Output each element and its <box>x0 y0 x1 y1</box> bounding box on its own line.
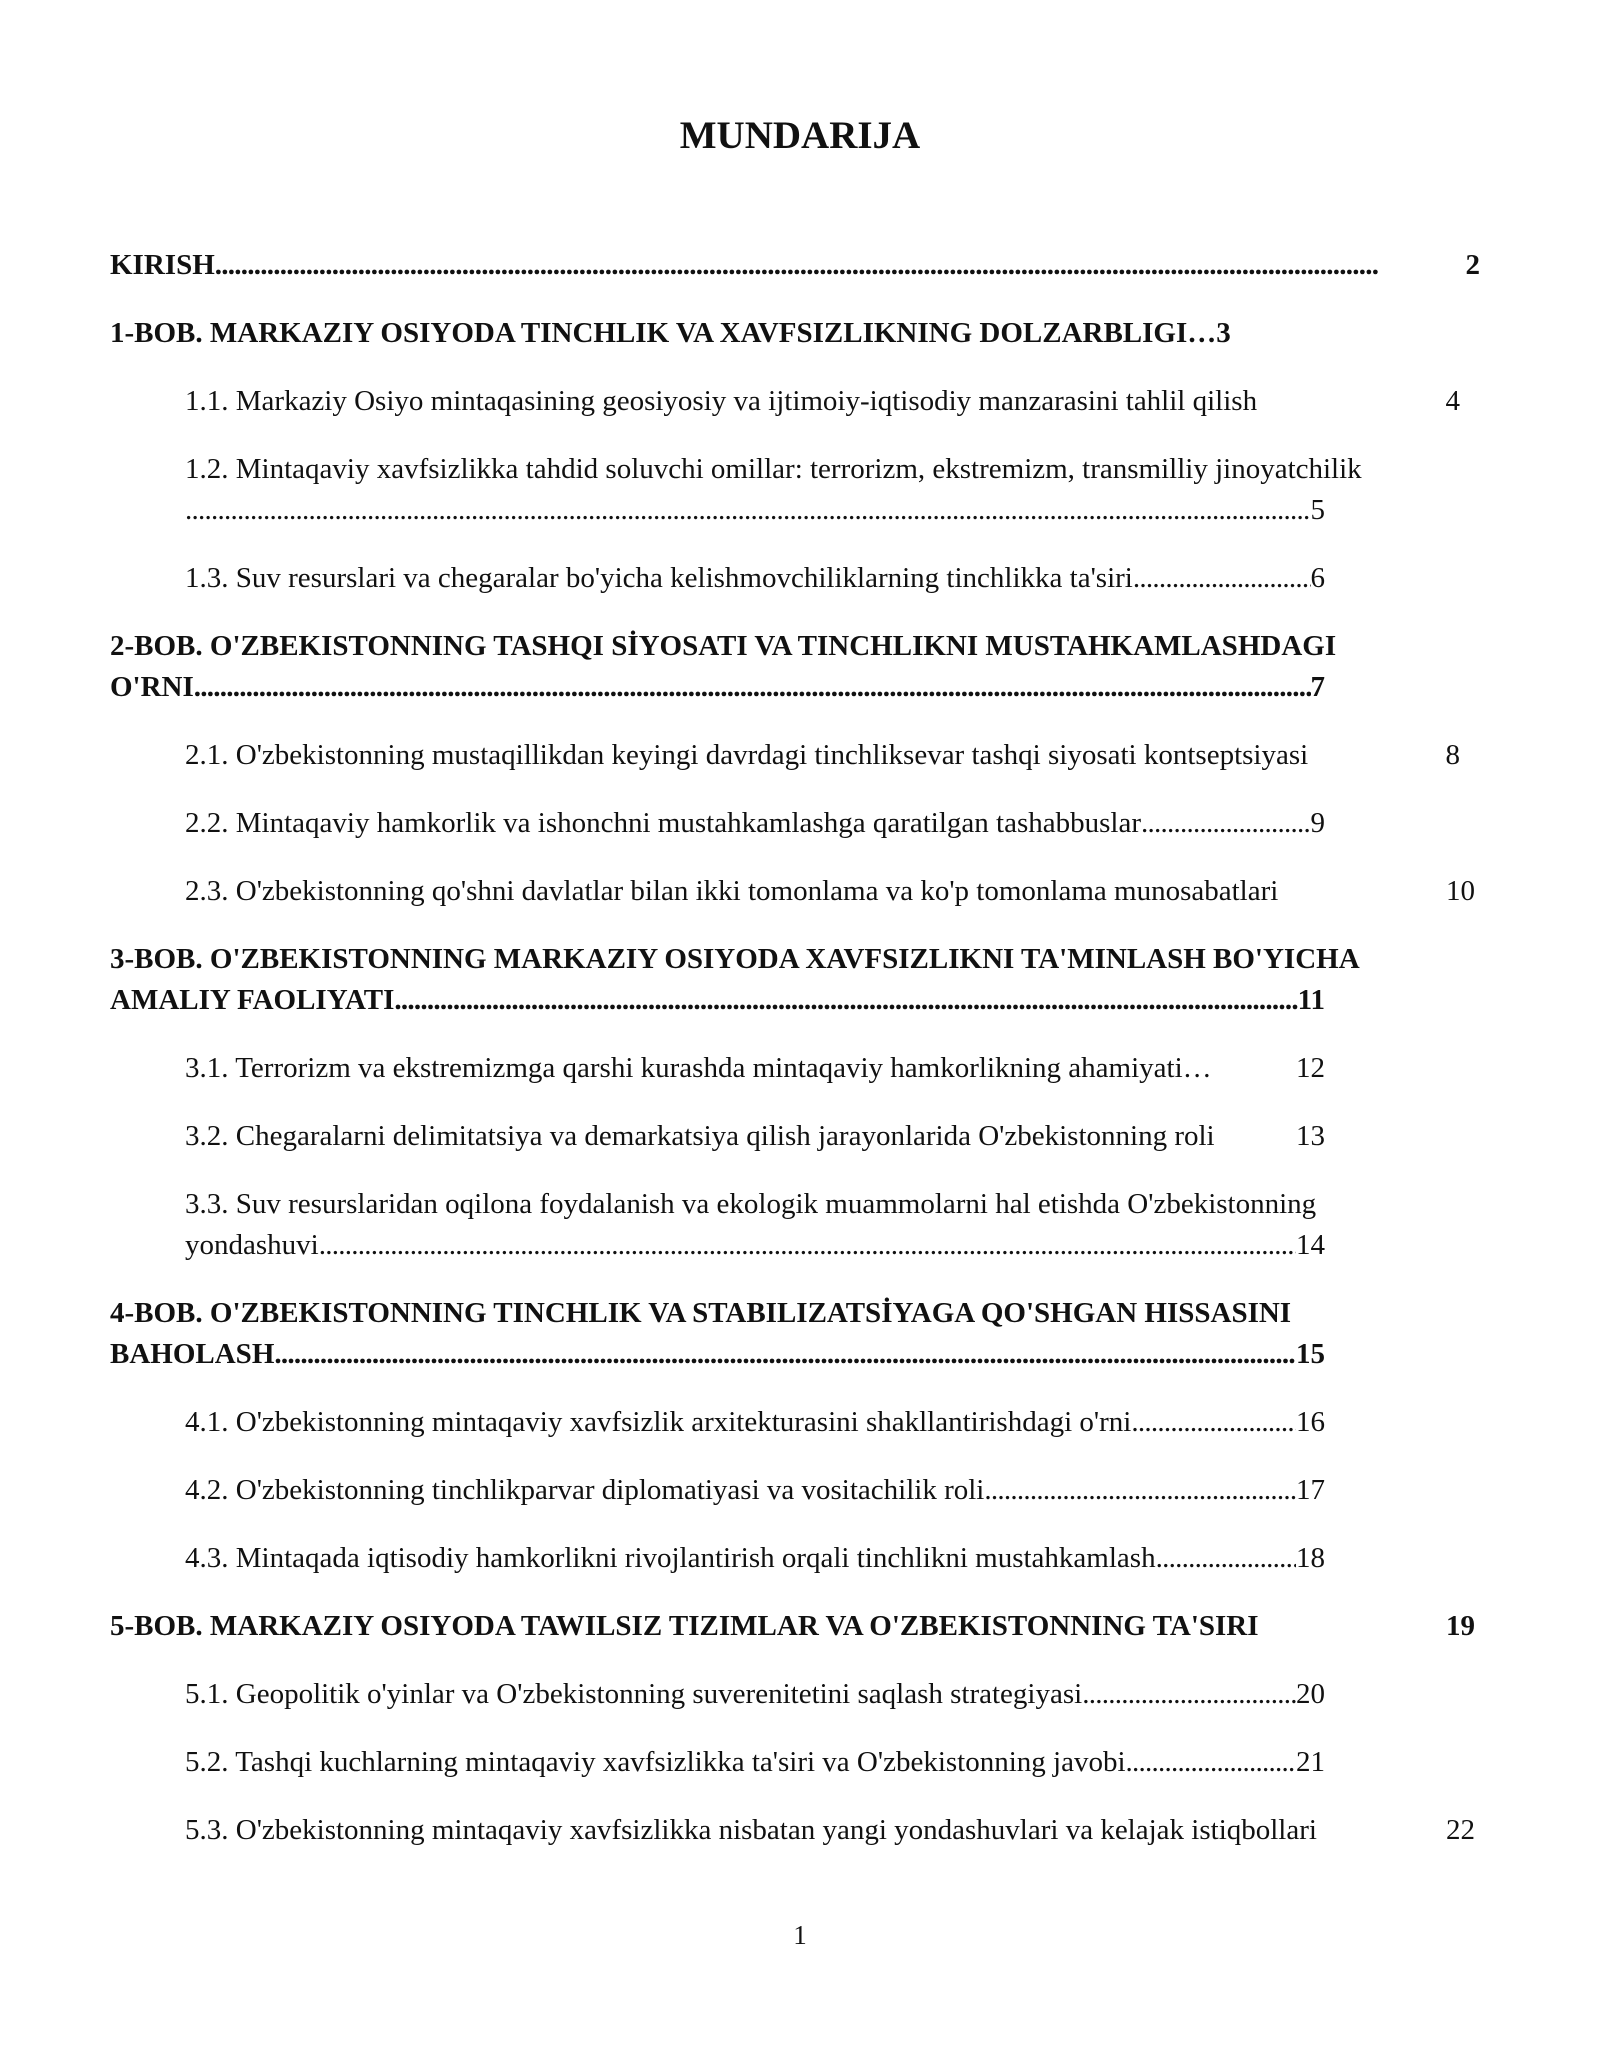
toc-entry-title: 5.1. Geopolitik o'yinlar va O'zbekistonning suverenitetini saqlash strategiyasi <box>185 1678 1083 1710</box>
toc-entry-title: 1.1. Markaziy Osiyo mintaqasining geosiyosiy va ijtimoiy-iqtisodiy manzarasini tahlil qilish <box>185 385 1258 417</box>
toc-entry-section-3-1[interactable] <box>185 1048 1325 1089</box>
dot-leader <box>1133 558 1311 599</box>
toc-entry-title: KIRISH <box>110 249 215 281</box>
toc-entry-page: 10 <box>1446 875 1475 907</box>
toc-entry-section-4-3[interactable] <box>185 1538 1325 1579</box>
toc-entry-page: 4 <box>1445 385 1460 417</box>
toc-entry-page: 15 <box>1296 1338 1325 1370</box>
toc-entry-kirish[interactable] <box>110 245 1480 286</box>
dot-leader <box>1131 1402 1296 1443</box>
dot-leader <box>215 245 1466 286</box>
toc-entry-title-line2: O'RNI <box>110 671 194 703</box>
toc-entry-page: 12 <box>1296 1052 1325 1084</box>
toc-entry-title: 1-BOB. MARKAZIY OSIYODA TINCHLIK VA XAVFSIZLIKNING DOLZARBLIGI… <box>110 317 1217 349</box>
dot-leader <box>1126 1742 1296 1783</box>
dot-leader <box>274 1334 1296 1375</box>
toc-entry-section-1-2[interactable] <box>185 449 1480 531</box>
toc-entry-title-line1: 4-BOB. O'ZBEKISTONNING TINCHLIK VA STABILIZATSİYAGA QO'SHGAN HISSASINI <box>110 1297 1292 1329</box>
table-of-contents <box>110 245 1480 1851</box>
toc-entry-section-1-1[interactable] <box>185 381 1480 422</box>
toc-entry-section-5-2[interactable] <box>185 1742 1325 1783</box>
toc-entry-title-line1: 3.3. Suv resurslaridan oqilona foydalanish va ekologik muammolarni hal etishda O'zbekistonning <box>185 1188 1317 1220</box>
toc-entry-title: 5-BOB. MARKAZIY OSIYODA TAWILSIZ TIZIMLAR VA O'ZBEKISTONNING TA'SIRI <box>110 1610 1259 1642</box>
toc-entry-page: 3 <box>1216 317 1231 349</box>
toc-entry-page: 22 <box>1446 1814 1475 1846</box>
toc-entry-chapter-4[interactable] <box>110 1293 1480 1375</box>
toc-entry-chapter-2[interactable] <box>110 626 1480 708</box>
toc-entry-page: 5 <box>1310 494 1325 526</box>
toc-entry-page: 13 <box>1296 1120 1325 1152</box>
toc-entry-page: 16 <box>1296 1406 1325 1438</box>
toc-entry-title-line1: 2-BOB. O'ZBEKISTONNING TASHQI SİYOSATI VA TINCHLIKNI MUSTAHKAMLASHDAGI <box>110 630 1337 662</box>
toc-entry-page: 20 <box>1296 1678 1325 1710</box>
toc-entry-page: 18 <box>1296 1542 1325 1574</box>
toc-entry-page: 2 <box>1465 249 1480 281</box>
toc-entry-page: 19 <box>1446 1610 1475 1642</box>
toc-entry-title: 2.3. O'zbekistonning qo'shni davlatlar bilan ikki tomonlama va ko'p tomonlama munosabatlari <box>185 875 1279 907</box>
toc-entry-section-4-1[interactable] <box>185 1402 1325 1443</box>
dot-leader <box>194 667 1311 708</box>
toc-entry-page: 14 <box>1296 1229 1325 1261</box>
toc-entry-title: 2.1. O'zbekistonning mustaqillikdan keyingi davrdagi tinchliksevar tashqi siyosati kontseptsiyasi <box>185 739 1309 771</box>
toc-entry-section-3-3[interactable] <box>185 1184 1480 1266</box>
toc-entry-title-line2: yondashuvi <box>185 1229 319 1261</box>
toc-entry-chapter-1[interactable] <box>110 313 1480 354</box>
toc-entry-section-4-2[interactable] <box>185 1470 1325 1511</box>
toc-entry-section-3-2[interactable] <box>185 1116 1325 1157</box>
toc-entry-title: 3.2. Chegaralarni delimitatsiya va demarkatsiya qilish jarayonlarida O'zbekistonning roli <box>185 1120 1215 1152</box>
toc-entry-title: 2.2. Mintaqaviy hamkorlik va ishonchni mustahkamlashga qaratilgan tashabbuslar <box>185 807 1141 839</box>
toc-entry-page: 8 <box>1445 739 1460 771</box>
toc-entry-title-line1: 3-BOB. O'ZBEKISTONNING MARKAZIY OSIYODA XAVFSIZLIKNI TA'MINLASH BO'YICHA <box>110 943 1360 975</box>
toc-entry-chapter-3[interactable] <box>110 939 1480 1021</box>
toc-entry-title: 4.1. O'zbekistonning mintaqaviy xavfsizlik arxitekturasini shakllantirishdagi o'rni <box>185 1406 1132 1438</box>
toc-entry-title: 5.3. O'zbekistonning mintaqaviy xavfsizlikka nisbatan yangi yondashuvlari va kelajak istiqbollari <box>185 1814 1317 1846</box>
dot-leader <box>394 980 1297 1021</box>
toc-entry-title: 1.2. Mintaqaviy xavfsizlikka tahdid soluvchi omillar: terrorizm, ekstremizm, transmilliy jinoyatchilik <box>185 453 1362 485</box>
toc-entry-section-2-2[interactable] <box>185 803 1325 844</box>
dot-leader <box>1156 1538 1296 1579</box>
toc-entry-page: 6 <box>1310 562 1325 594</box>
toc-entry-title-line2: BAHOLASH <box>110 1338 275 1370</box>
dot-leader <box>319 1225 1296 1266</box>
toc-entry-section-5-3[interactable] <box>185 1810 1480 1851</box>
toc-entry-page: 11 <box>1297 984 1325 1016</box>
dot-leader <box>1082 1674 1296 1715</box>
toc-entry-page: 17 <box>1296 1474 1325 1506</box>
dot-leader <box>984 1470 1296 1511</box>
toc-entry-page: 21 <box>1296 1746 1325 1778</box>
dot-leader <box>1141 803 1311 844</box>
toc-entry-title: 5.2. Tashqi kuchlarning mintaqaviy xavfsizlikka ta'siri va O'zbekistonning javobi <box>185 1746 1126 1778</box>
page-number: 1 <box>793 1920 807 1950</box>
toc-entry-section-2-1[interactable] <box>185 735 1480 776</box>
toc-entry-section-1-3[interactable] <box>185 558 1325 599</box>
toc-entry-section-5-1[interactable] <box>185 1674 1325 1715</box>
toc-entry-title-line2: AMALIY FAOLIYATI <box>110 984 395 1016</box>
toc-entry-title: 3.1. Terrorizm va ekstremizmga qarshi kurashda mintaqaviy hamkorlikning ahamiyati… <box>185 1052 1212 1084</box>
toc-entry-title: 4.3. Mintaqada iqtisodiy hamkorlikni rivojlantirish orqali tinchlikni mustahkamlash <box>185 1542 1156 1574</box>
page-title: MUNDARIJA <box>679 114 921 157</box>
toc-entry-title: 1.3. Suv resurslari va chegaralar bo'yicha kelishmovchiliklarning tinchlikka ta'siri <box>185 562 1133 594</box>
toc-entry-title: 4.2. O'zbekistonning tinchlikparvar diplomatiyasi va vositachilik roli <box>185 1474 985 1506</box>
toc-entry-page: 9 <box>1310 807 1325 839</box>
dot-leader <box>185 490 1311 531</box>
toc-entry-page: 7 <box>1310 671 1325 703</box>
toc-entry-section-2-3[interactable] <box>185 871 1480 912</box>
toc-entry-chapter-5[interactable] <box>110 1606 1480 1647</box>
